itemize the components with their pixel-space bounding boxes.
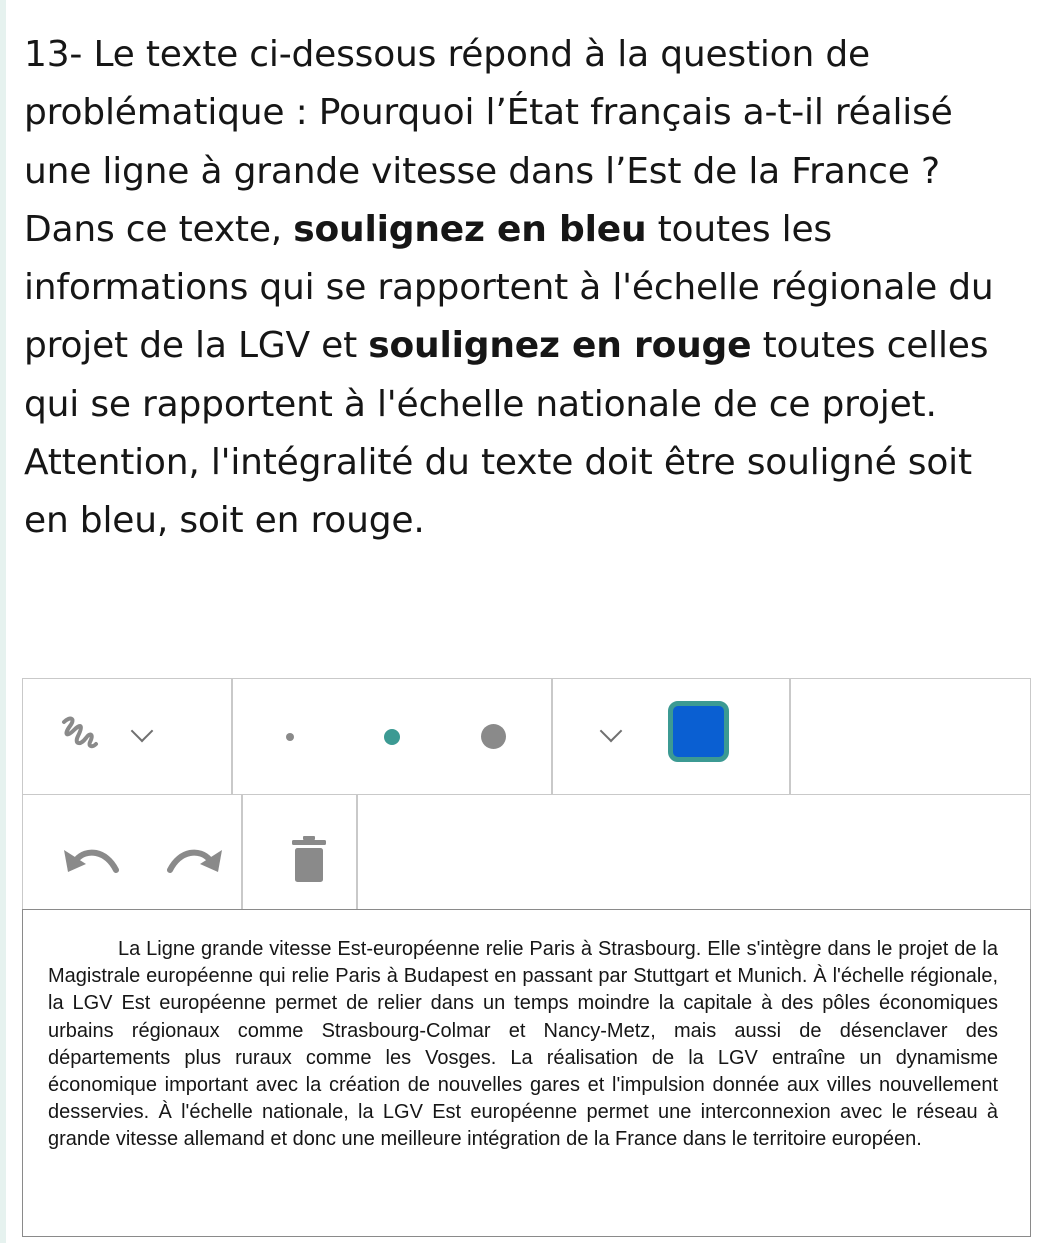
instruction-emphasis-red: soulignez en rouge [368,325,752,367]
question-heading: 13- Le texte ci-dessous répond à la question de problématique : Pourquoi l’État français a-t-il réalisé une ligne à grande vitesse dans l’Est de la France ? [24,34,953,192]
instruction-text-2: toutes les informations qui se rapportent à l'échelle régionale du projet de la LGV et [24,208,994,367]
selected-color-swatch[interactable] [668,701,729,762]
question-instruction [24,201,1024,551]
toolbar-separator [356,795,358,909]
instruction-emphasis-blue: soulignez en bleu [293,208,647,250]
trash-icon[interactable] [290,836,328,884]
question-block [24,26,1024,551]
redo-icon[interactable] [166,840,224,874]
scribble-pen-icon[interactable] [60,714,102,754]
left-accent-rule [0,0,6,1243]
size-large-dot[interactable] [481,724,506,749]
instruction-text-1: Dans ce texte, [24,208,294,250]
toolbar-separator [789,679,791,794]
toolbar-separator [231,679,233,794]
toolbar-separator [241,795,243,909]
size-medium-dot[interactable] [384,729,400,745]
instruction-text-3: toutes celles qui se rapportent à l'échelle nationale de ce projet. Attention, l'intégralité du texte doit être souligné soit en bleu, soit en rouge. [24,325,989,542]
document-text[interactable]: La Ligne grande vitesse Est-européenne relie Paris à Strasbourg. Elle s'intègre dans le projet de la Magistrale européenne qui relie Paris à Budapest en passant par Stuttgart et Munich. À l'échelle régionale, la LGV Est européenne permet de relier dans un temps moindre la capitale à des pôles économiques urbains régionaux comme Strasbourg-Colmar et Nancy-Metz, mais aussi de désenclaver des départements plus ruraux comme les Vosges. La réalisation de la LGV entraîne un dynamisme économique important avec la création de nouvelles gares et l'impulsion donnée aux villes nouvellement desservies. À l'échelle nationale, la LGV Est européenne permet une interconnexion avec le réseau à grande vitesse allemand et donc une meilleure intégration de la France dans le territoire européen. [48,938,998,1151]
undo-icon[interactable] [62,840,120,874]
size-small-dot[interactable] [286,733,294,741]
drawing-toolbar-tools [22,678,1031,795]
toolbar-separator [551,679,553,794]
